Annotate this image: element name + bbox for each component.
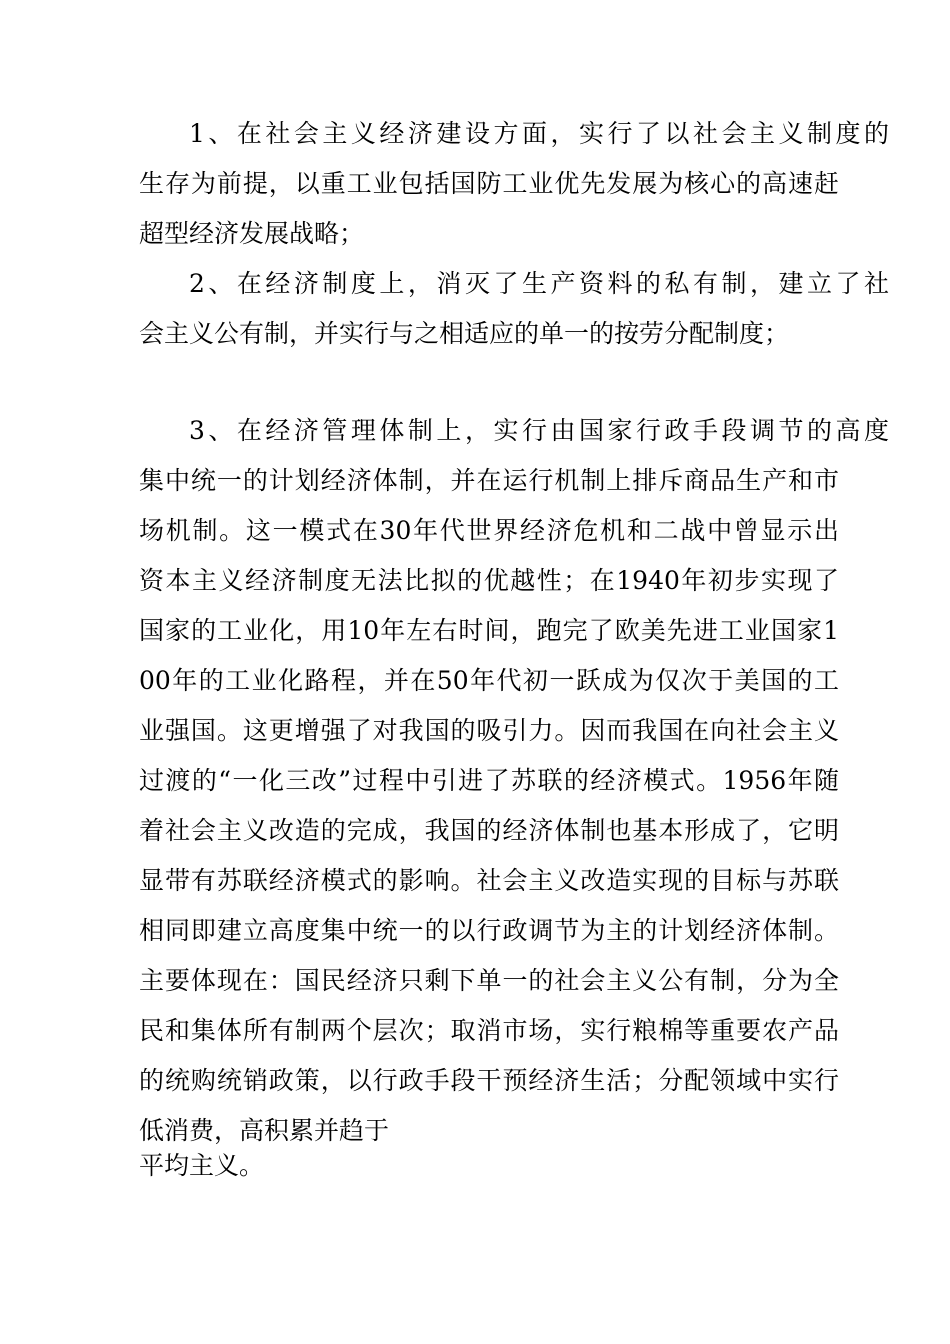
paragraph-3-line-15: 低消费，高积累并趋于 xyxy=(139,1116,390,1145)
paragraph-3-line-5: 国家的工业化，用10年左右时间，跑完了欧美先进工业国家1 xyxy=(139,616,839,645)
paragraph-3-line-10: 显带有苏联经济模式的影响。社会主义改造实现的目标与苏联 xyxy=(139,866,839,895)
paragraph-3-line-6: 00年的工业化路程，并在50年代初一跃成为仅次于美国的工 xyxy=(139,666,839,695)
paragraph-1-line-2: 生存为前提，以重工业包括国防工业优先发展为核心的高速赶 xyxy=(139,169,839,198)
paragraph-1-line-1: 1、在社会主义经济建设方面，实行了以社会主义制度的 xyxy=(189,119,889,148)
paragraph-3-line-16: 平均主义。 xyxy=(139,1151,265,1180)
paragraph-3-line-3: 场机制。这一模式在30年代世界经济危机和二战中曾显示出 xyxy=(139,516,839,545)
paragraph-3-line-12: 主要体现在：国民经济只剩下单一的社会主义公有制，分为全 xyxy=(139,966,839,995)
paragraph-3-line-14: 的统购统销政策，以行政手段干预经济生活；分配领域中实行 xyxy=(139,1066,839,1095)
paragraph-3-line-13: 民和集体所有制两个层次；取消市场，实行粮棉等重要农产品 xyxy=(139,1016,839,1045)
paragraph-3-line-1: 3、在经济管理体制上，实行由国家行政手段调节的高度 xyxy=(189,416,889,445)
paragraph-3-line-4: 资本主义经济制度无法比拟的优越性；在1940年初步实现了 xyxy=(139,566,839,595)
paragraph-3-line-11: 相同即建立高度集中统一的以行政调节为主的计划经济体制。 xyxy=(139,916,839,945)
paragraph-3-line-2: 集中统一的计划经济体制，并在运行机制上排斥商品生产和市 xyxy=(139,466,839,495)
paragraph-2-line-2: 会主义公有制，并实行与之相适应的单一的按劳分配制度； xyxy=(139,319,790,348)
paragraph-1-line-3: 超型经济发展战略； xyxy=(139,219,365,248)
paragraph-3-line-9: 着社会主义改造的完成，我国的经济体制也基本形成了，它明 xyxy=(139,816,839,845)
paragraph-3-line-8: 过渡的“一化三改”过程中引进了苏联的经济模式。1956年随 xyxy=(139,766,839,795)
paragraph-2-line-1: 2、在经济制度上，消灭了生产资料的私有制，建立了社 xyxy=(189,269,889,298)
paragraph-3-line-7: 业强国。这更增强了对我国的吸引力。因而我国在向社会主义 xyxy=(139,716,839,745)
